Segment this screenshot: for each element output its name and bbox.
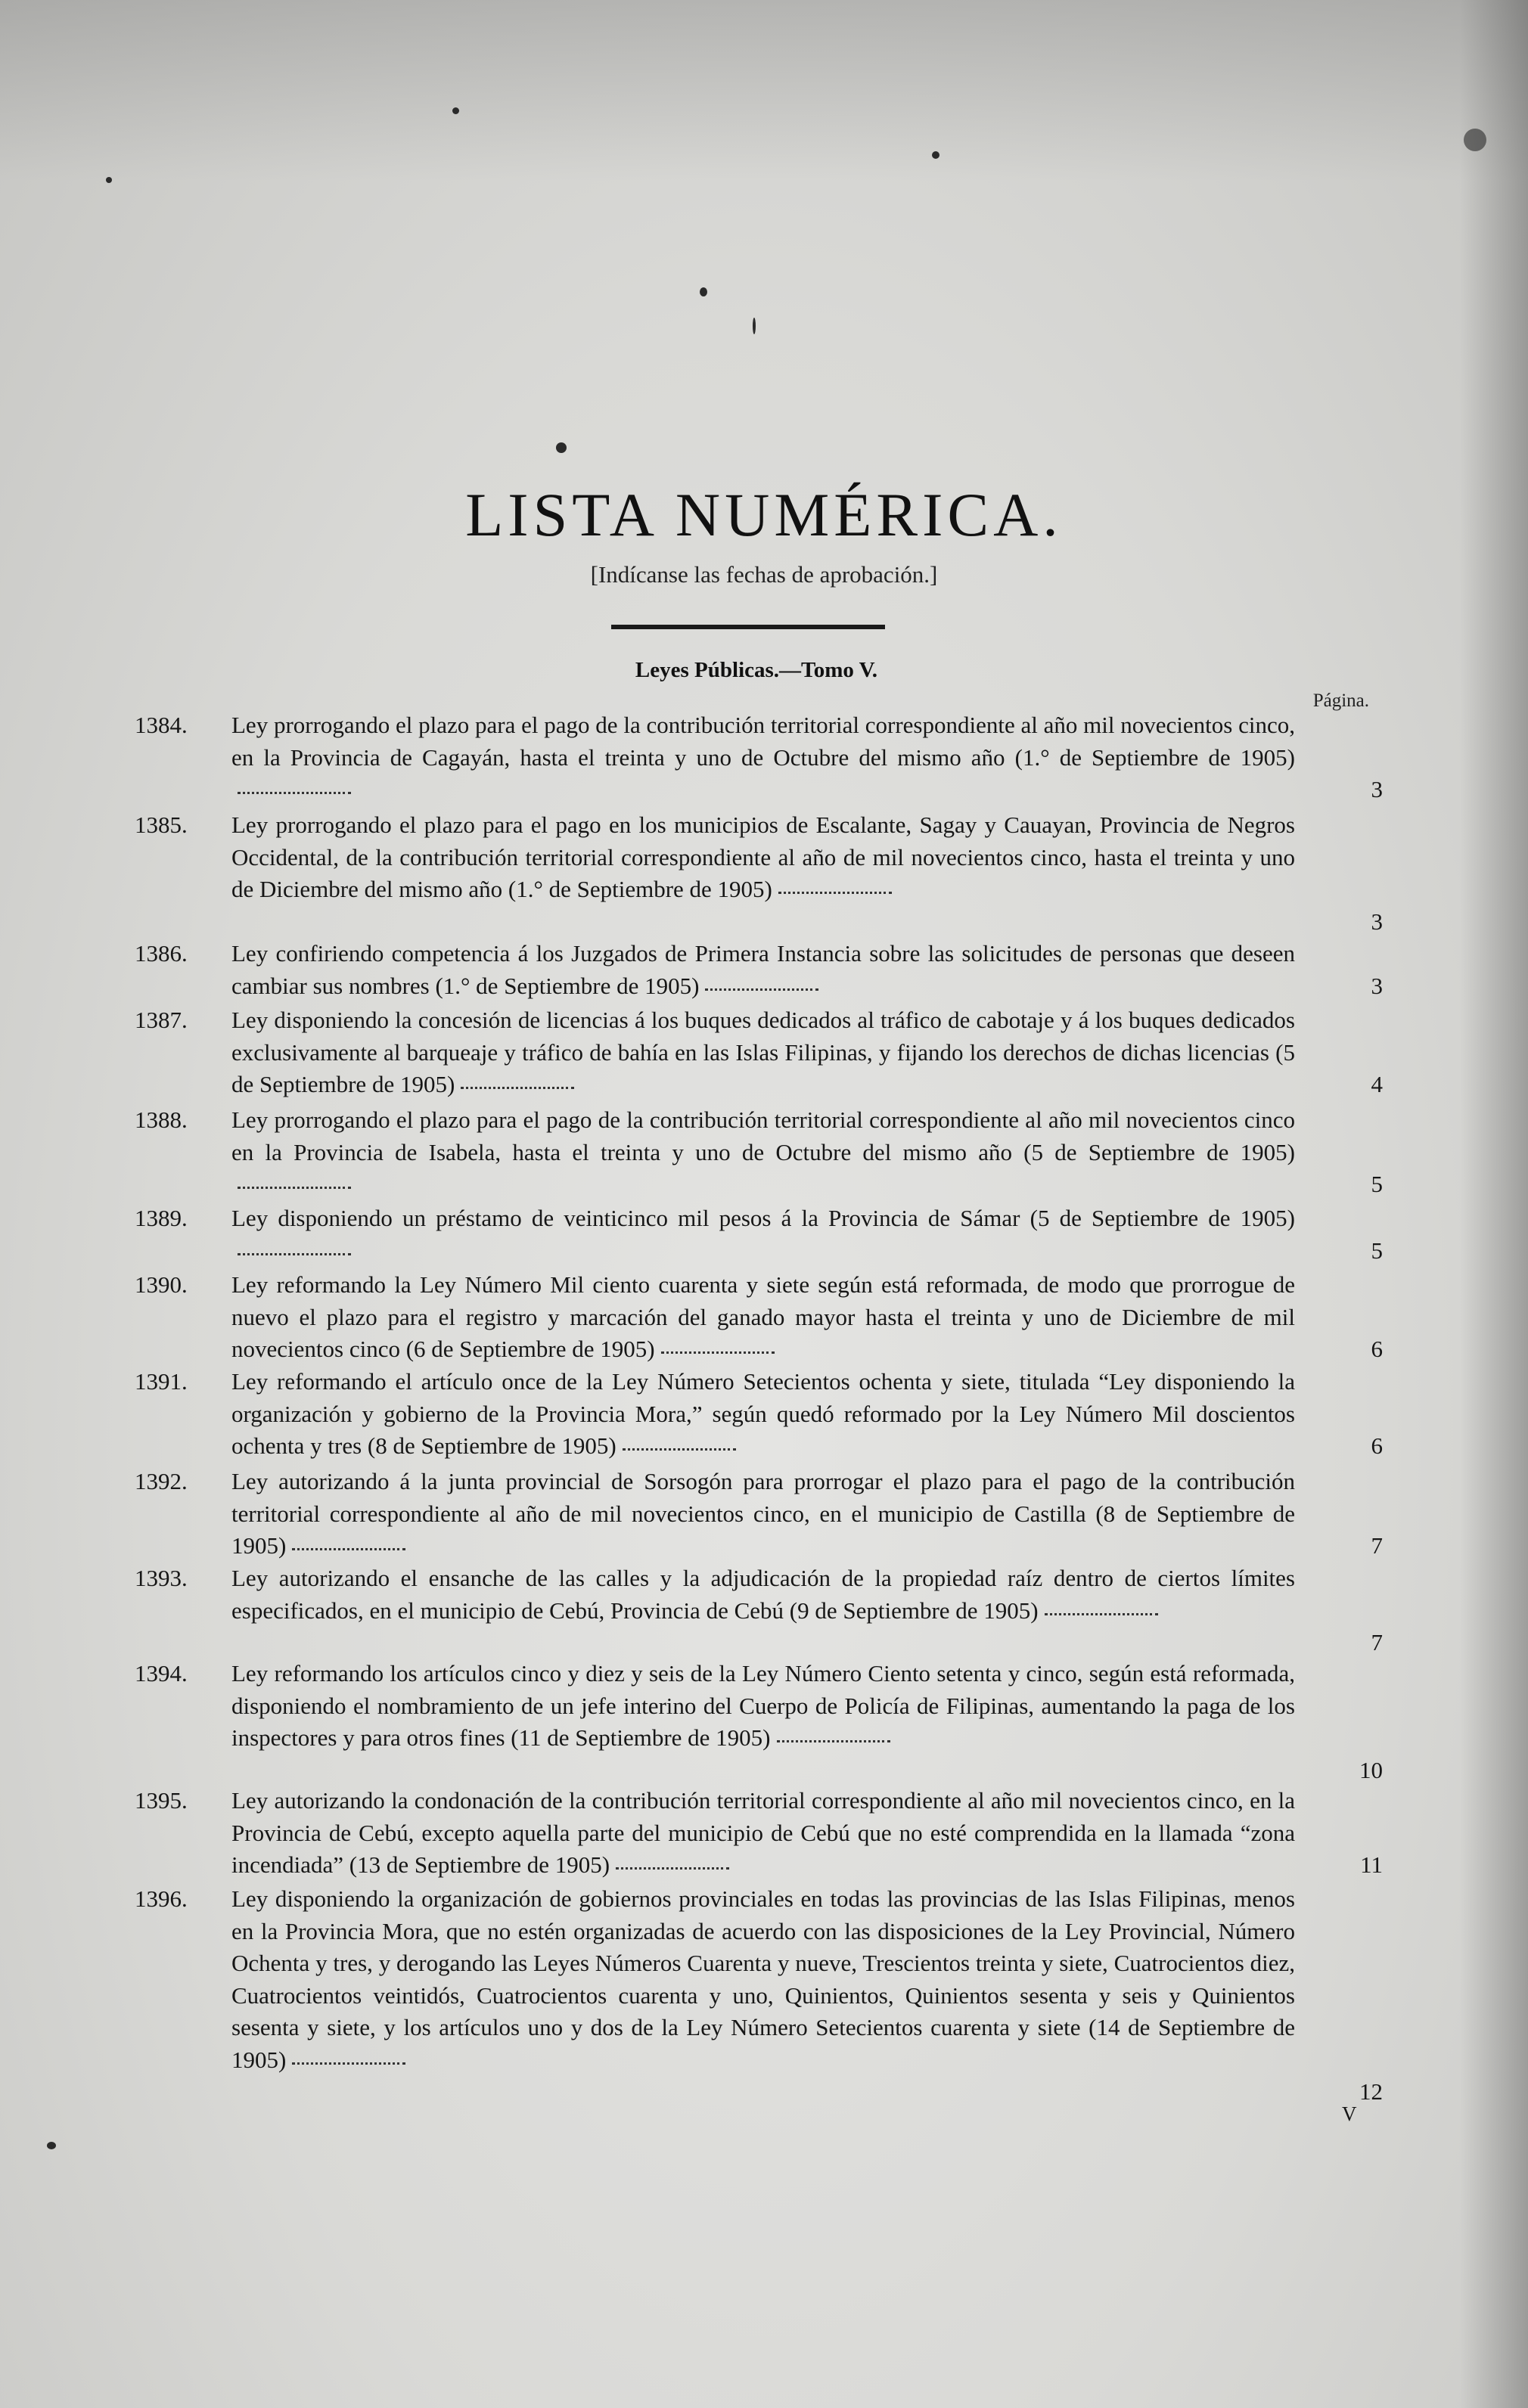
law-description: Ley prorrogando el plazo para el pago de la contribución territorial correspondiente al año mil novecientos cinco en la Provincia de Isabela, hasta el treinta y uno de Octubre del mismo año (5 de Septiembre de 1905) bbox=[231, 1104, 1295, 1201]
law-description: Ley reformando el artículo once de la Ley Número Setecientos ochenta y siete, titulada “Ley disponiendo la organización y gobierno de la Provincia Mora,” según quedó reformado por la Ley Número Mil doscientos ochenta y tres (8 de Septiembre de 1905) bbox=[231, 1368, 1295, 1459]
list-item bbox=[135, 1785, 1383, 1882]
law-number: 1394. bbox=[135, 1660, 188, 1687]
law-number: 1385. bbox=[135, 811, 188, 838]
scan-shadow-top bbox=[0, 0, 1528, 182]
page-title: LISTA NUMÉRICA. bbox=[465, 480, 1063, 549]
list-item bbox=[135, 1004, 1383, 1101]
page-reference: 12 bbox=[1359, 2078, 1383, 2105]
page-reference: 6 bbox=[1371, 1336, 1383, 1362]
folio-number: V bbox=[1342, 2102, 1357, 2125]
law-number: 1395. bbox=[135, 1787, 188, 1814]
page-column-label: Página. bbox=[1312, 690, 1369, 711]
list-item bbox=[135, 1269, 1383, 1366]
law-description: Ley autorizando la condonación de la contribución territorial correspondiente al año mil novecientos cinco, en la Provincia de Cebú, excepto aquella parte del municipio de Cebú que no esté comprendida en la llamada “zona incendiada” (13 de Septiembre de 1905) bbox=[231, 1787, 1295, 1878]
list-item bbox=[135, 1658, 1383, 1783]
list-item bbox=[135, 809, 1383, 935]
section-heading: Leyes Públicas.—Tomo V. bbox=[635, 658, 878, 682]
list-item bbox=[135, 709, 1383, 806]
law-description: Ley disponiendo la organización de gobiernos provinciales en todas las provincias de las Islas Filipinas, menos en la Provincia Mora, que no estén organizadas de acuerdo con las disposiciones de la Ley Provincial, Número Ochenta y tres, y derogando las Leyes Números Cuarenta y nueve, Trescientos treinta y siete, Cuatrocientos diez, Cuatrocientos veintidós, Cuatrocientos cuarenta y uno, Quinientos, Quinientos sesenta y seis y Quinientos sesenta y siete, y los artículos uno y dos de la Ley Número Setecientos cuarenta y siete (14 de Septiembre de 1905) bbox=[231, 1885, 1295, 2073]
page-reference: 7 bbox=[1371, 1629, 1383, 1656]
law-number: 1392. bbox=[135, 1468, 188, 1494]
law-description: Ley disponiendo la concesión de licencias á los buques dedicados al tráfico de cabotaje y á los buques dedicados exclusivamente al barqueaje y tráfico de bahía en las Islas Filipinas, y fijando los derechos de dichas licencias (5 de Septiembre de 1905) bbox=[231, 1007, 1295, 1097]
law-description: Ley disponiendo un préstamo de veinticinco mil pesos á la Provincia de Sámar (5 de Septiembre de 1905) bbox=[231, 1202, 1295, 1267]
list-item bbox=[135, 1366, 1383, 1463]
law-number: 1387. bbox=[135, 1007, 188, 1033]
page-reference: 11 bbox=[1360, 1851, 1383, 1878]
law-description: Ley prorrogando el plazo para el pago en los municipios de Escalante, Sagay y Cauayan, Provincia de Negros Occidental, de la contribución territorial correspondiente al año de mil novecientos cinco, hasta el treinta y uno de Diciembre del mismo año (1.° de Septiembre de 1905) bbox=[231, 811, 1295, 902]
page-reference: 5 bbox=[1371, 1171, 1383, 1197]
scan-speck bbox=[753, 318, 756, 334]
law-number: 1396. bbox=[135, 1885, 188, 1912]
scan-speck bbox=[556, 442, 567, 453]
law-description: Ley reformando los artículos cinco y diez y seis de la Ley Número Ciento setenta y cinco, según está reformada, disponiendo el nombramiento de un jefe interino del Cuerpo de Policía de Filipinas, aumentando la paga de los inspectores y para otros fines (11 de Septiembre de 1905) bbox=[231, 1660, 1295, 1751]
law-number: 1393. bbox=[135, 1565, 188, 1591]
law-number: 1391. bbox=[135, 1368, 188, 1395]
law-description: Ley prorrogando el plazo para el pago de la contribución territorial correspondiente al año mil novecientos cinco, en la Provincia de Cagayán, hasta el treinta y uno de Octubre del mismo año (1.° de Septiembre de 1905) bbox=[231, 709, 1295, 806]
scan-speck bbox=[452, 107, 459, 114]
law-number: 1386. bbox=[135, 940, 188, 967]
law-number: 1390. bbox=[135, 1271, 188, 1298]
page-reference: 5 bbox=[1371, 1237, 1383, 1264]
list-item bbox=[135, 1883, 1383, 2105]
list-item bbox=[135, 938, 1383, 1002]
page-reference: 3 bbox=[1371, 908, 1383, 935]
law-description: Ley autorizando el ensanche de las calles y la adjudicación de la propiedad raíz dentro de ciertos límites especificados, en el municipio de Cebú, Provincia de Cebú (9 de Septiembre de 1905) bbox=[231, 1565, 1295, 1624]
law-number: 1389. bbox=[135, 1205, 188, 1231]
page-reference: 6 bbox=[1371, 1432, 1383, 1459]
page-reference: 7 bbox=[1371, 1532, 1383, 1559]
law-description: Ley confiriendo competencia á los Juzgados de Primera Instancia sobre las solicitudes de personas que deseen cambiar sus nombres (1.° de Septiembre de 1905) bbox=[231, 940, 1295, 999]
scan-speck bbox=[1464, 129, 1486, 151]
page-subtitle: [Indícanse las fechas de aprobación.] bbox=[590, 561, 938, 588]
page-reference: 3 bbox=[1371, 973, 1383, 999]
divider-rule bbox=[611, 625, 885, 629]
scan-speck bbox=[47, 2142, 56, 2149]
scan-shadow-right bbox=[1460, 0, 1528, 2408]
page-reference: 10 bbox=[1359, 1757, 1383, 1783]
page-reference: 4 bbox=[1371, 1071, 1383, 1097]
law-description: Ley autorizando á la junta provincial de Sorsogón para prorrogar el plazo para el pago de la contribución territorial correspondiente al año de mil novecientos cinco, en el municipio de Castilla (8 de Septiembre de 1905) bbox=[231, 1468, 1295, 1559]
law-description: Ley reformando la Ley Número Mil ciento cuarenta y siete según está reformada, de modo que prorrogue de nuevo el plazo para el registro y marcación del ganado mayor hasta el treinta y uno de Diciembre de mil novecientos cinco (6 de Septiembre de 1905) bbox=[231, 1271, 1295, 1362]
law-number: 1388. bbox=[135, 1106, 188, 1133]
scan-speck bbox=[700, 287, 707, 296]
list-item bbox=[135, 1104, 1383, 1201]
law-number: 1384. bbox=[135, 712, 188, 738]
scan-speck bbox=[932, 151, 939, 159]
list-item bbox=[135, 1202, 1383, 1267]
page-reference: 3 bbox=[1371, 776, 1383, 802]
scan-speck bbox=[106, 177, 112, 183]
list-item bbox=[135, 1562, 1383, 1656]
list-item bbox=[135, 1466, 1383, 1562]
